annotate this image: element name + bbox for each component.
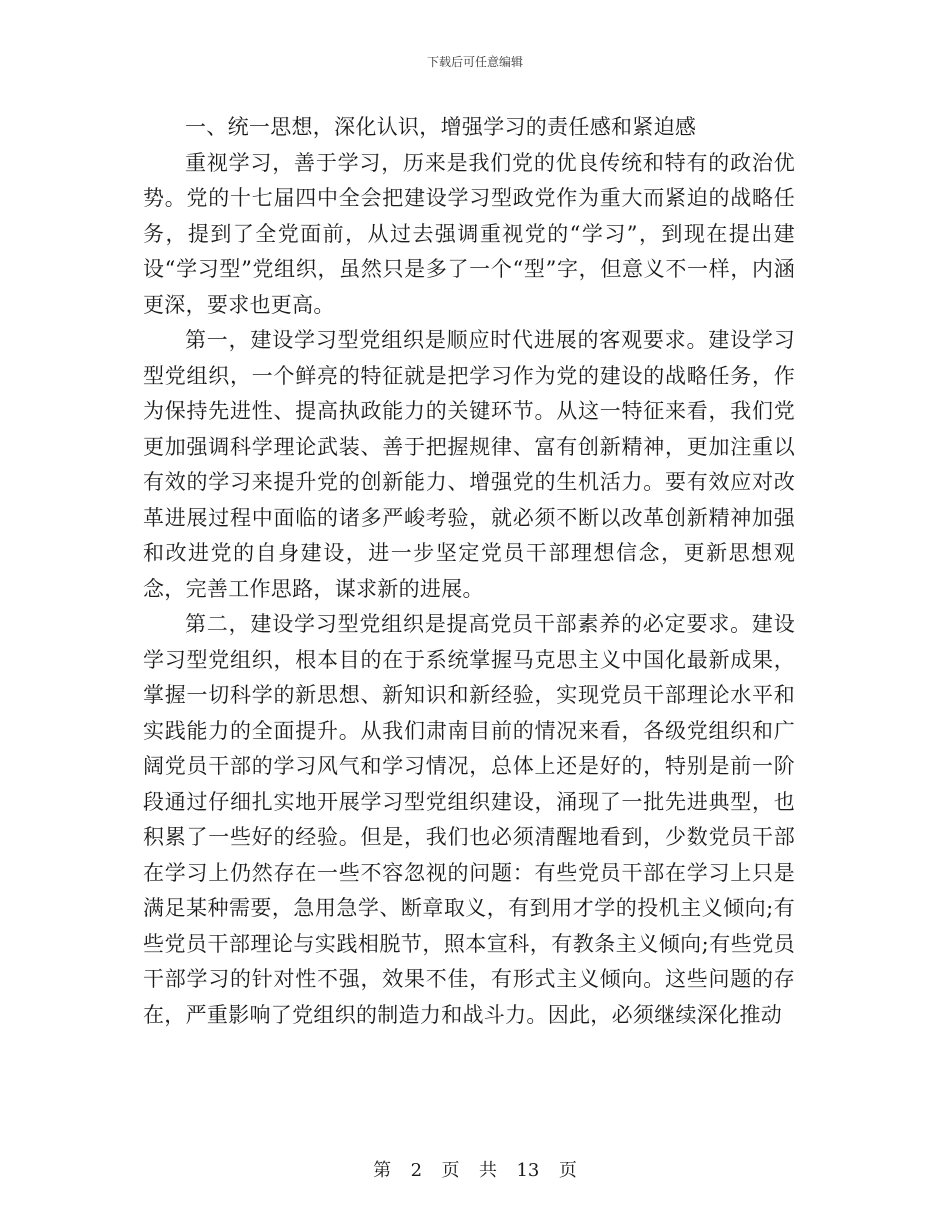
paragraph-2: 第一，建设学习型党组织是顺应时代进展的客观要求。建设学习型党组织，一个鲜亮的特征就是把学习作为党的建设的战略任务，作为保持先进性、提高执政能力的关键环节。从这一特征来看，我们党更加强调科学理论武装、善于把握规律、富有创新精神，更加注重以有效的学习来提升党的创新能力、增强党的生机活力。要有效应对改革进展过程中面临的诸多严峻考验，就必须不断以改革创新精神加强和改进党的自身建设，进一步坚定党员干部理想信念，更新思想观念，完善工作思路，谋求新的进展。 (143, 328, 795, 601)
total-pages-number: 13 (516, 1160, 540, 1181)
document-body (143, 110, 795, 1033)
page-footer (0, 1156, 950, 1182)
current-page-number: 2 (410, 1160, 423, 1181)
paragraph-3: 第二，建设学习型党组织是提高党员干部素养的必定要求。建设学习型党组织，根本目的在于系统掌握马克思主义中国化最新成果，掌握一切科学的新思想、新知识和新经验，实现党员干部理论水平和实践能力的全面提升。从我们肃南目前的情况来看，各级党组织和广阔党员干部的学习风气和学习情况，总体上还是好的，特别是前一阶段通过仔细扎实地开展学习型党组织建设，涌现了一批先进典型，也积累了一些好的经验。但是，我们也必须清醒地看到，少数党员干部在学习上仍然存在一些不容忽视的问题：有些党员干部在学习上只是满足某种需要，急用急学、断章取义，有到用才学的投机主义倾向;有些党员干部理论与实践相脱节，照本宣科，有教条主义倾向;有些党员干部学习的针对性不强，效果不佳，有形式主义倾向。这些问题的存在，严重影响了党组织的制造力和战斗力。因此，必须继续深化推动 (143, 612, 795, 1027)
header-note: 下载后可任意编辑 (426, 55, 523, 69)
page-suffix: 页 (558, 1160, 577, 1181)
total-label: 共 (479, 1160, 497, 1181)
page-header (0, 53, 950, 70)
section-title: 一、统一思想，深化认识，增强学习的责任感和紧迫感 (185, 115, 697, 139)
page-mid-label: 页 (441, 1160, 460, 1181)
page-prefix: 第 (373, 1160, 392, 1181)
paragraph-1: 重视学习，善于学习，历来是我们党的优良传统和特有的政治优势。党的十七届四中全会把建设学习型政党作为重大而紧迫的战略任务，提到了全党面前，从过去强调重视党的“学习”，到现在提出建设“学习型”党组织，虽然只是多了一个“型”字，但意义不一样，内涵更深，要求也更高。 (143, 150, 795, 317)
